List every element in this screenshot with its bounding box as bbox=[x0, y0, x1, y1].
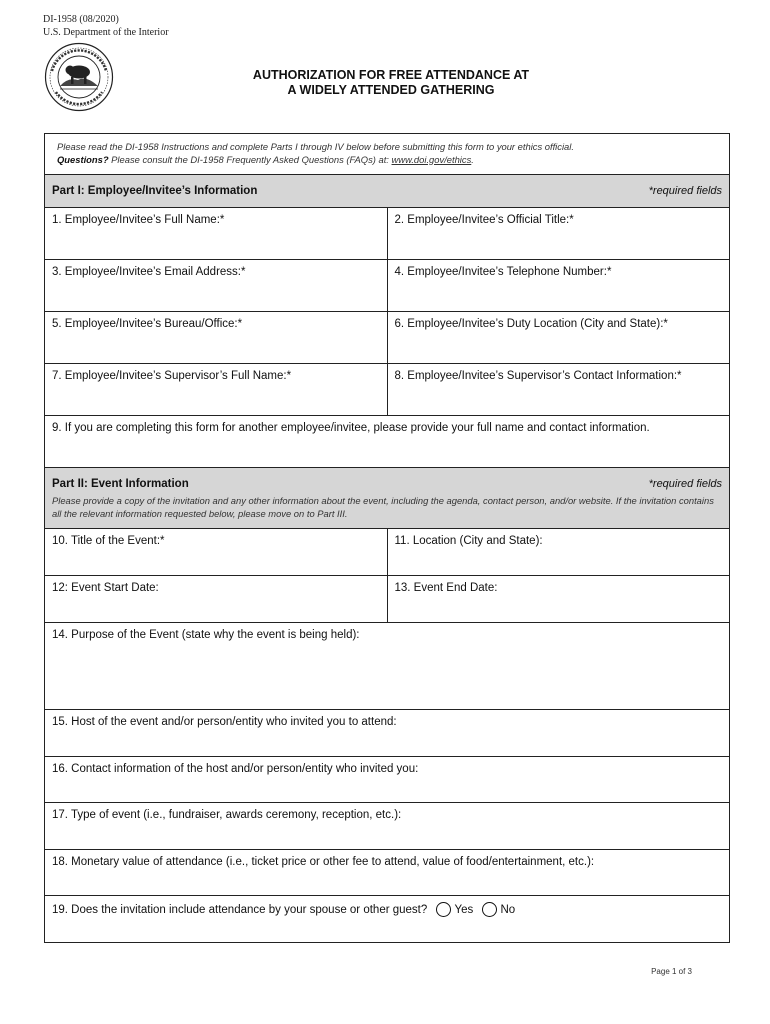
form-title-line2: A WIDELY ATTENDED GATHERING bbox=[287, 83, 495, 97]
part2-title: Part II: Event Information bbox=[52, 477, 189, 490]
field-event-start-date[interactable]: 12: Event Start Date: bbox=[45, 576, 388, 622]
form-row bbox=[45, 208, 729, 260]
field-monetary-value[interactable]: 18. Monetary value of attendance (i.e., ticket price or other fee to attend, value of food/entertainment, etc.): bbox=[52, 856, 595, 868]
field-event-purpose[interactable]: 14. Purpose of the Event (state why the event is being held): bbox=[52, 629, 360, 641]
ethics-link[interactable]: www.doi.gov/ethics bbox=[391, 153, 472, 165]
field-employee-email[interactable]: 3. Employee/Invitee’s Email Address:* bbox=[45, 260, 388, 311]
field-guest-attendance bbox=[45, 896, 729, 942]
part2-header bbox=[45, 468, 729, 529]
doi-seal-logo bbox=[44, 42, 114, 112]
form-header-info bbox=[43, 13, 169, 39]
field-employee-bureau[interactable]: 5. Employee/Invitee’s Bureau/Office:* bbox=[45, 312, 388, 363]
instructions bbox=[45, 134, 586, 174]
form-row bbox=[45, 850, 729, 896]
part2-required-note: *required fields bbox=[648, 477, 722, 490]
form-title-line1: AUTHORIZATION FOR FREE ATTENDANCE AT bbox=[252, 68, 530, 82]
form-row bbox=[45, 416, 729, 468]
part2-note: Please provide a copy of the invitation and any other information about the event, including the agenda, contact person, and/or website. If the invitation contains all the relevant information requested below, please move on to Part III. bbox=[52, 495, 714, 519]
link-suffix: . bbox=[471, 153, 474, 165]
field-preparer-info[interactable]: 9. If you are completing this form for another employee/invitee, please provide your full name and contact information. bbox=[52, 422, 650, 434]
field-event-host[interactable]: 15. Host of the event and/or person/entity who invited you to attend: bbox=[52, 716, 397, 728]
field-event-type[interactable]: 17. Type of event (i.e., fundraiser, awards ceremony, reception, etc.): bbox=[52, 809, 402, 821]
part1-title: Part I: Employee/Invitee’s Information bbox=[52, 184, 258, 197]
yes-radio-button[interactable] bbox=[436, 902, 451, 917]
field-host-contact[interactable]: 16. Contact information of the host and/or person/entity who invited you: bbox=[52, 763, 419, 775]
field-supervisor-name[interactable]: 7. Employee/Invitee’s Supervisor’s Full Name:* bbox=[45, 364, 388, 415]
field-employee-duty-location[interactable]: 6. Employee/Invitee’s Duty Location (City and State):* bbox=[394, 318, 668, 330]
guest-question-label: 19. Does the invitation include attendance by your spouse or other guest? bbox=[52, 904, 428, 916]
field-event-title[interactable]: 10. Title of the Event:* bbox=[45, 529, 388, 575]
form-row bbox=[45, 896, 729, 942]
form-row bbox=[45, 623, 729, 710]
form-row bbox=[45, 312, 729, 364]
field-employee-telephone[interactable]: 4. Employee/Invitee’s Telephone Number:* bbox=[394, 266, 612, 278]
form-row bbox=[45, 710, 729, 757]
field-employee-full-name[interactable]: 1. Employee/Invitee’s Full Name:* bbox=[45, 208, 388, 259]
form-number: DI-1958 (08/2020) bbox=[43, 14, 119, 25]
part1-required-note: *required fields bbox=[648, 184, 722, 197]
page-number: Page 1 of 3 bbox=[651, 967, 692, 976]
faq-text: Please consult the DI-1958 Frequently Asked Questions (FAQs) at: bbox=[108, 153, 392, 165]
form-row bbox=[45, 260, 729, 312]
form-row bbox=[45, 529, 729, 576]
form-row bbox=[45, 576, 729, 623]
form-row bbox=[45, 803, 729, 850]
instructions-line2 bbox=[57, 154, 574, 167]
no-radio-button[interactable] bbox=[482, 902, 497, 917]
no-label: No bbox=[500, 904, 516, 916]
instructions-row bbox=[45, 134, 729, 175]
field-event-end-date[interactable]: 13. Event End Date: bbox=[394, 582, 498, 594]
form-table bbox=[44, 133, 730, 943]
questions-label: Questions? bbox=[57, 153, 109, 165]
field-supervisor-contact[interactable]: 8. Employee/Invitee’s Supervisor’s Contact Information:* bbox=[394, 370, 682, 382]
form-row bbox=[45, 364, 729, 416]
field-event-location[interactable]: 11. Location (City and State): bbox=[394, 535, 543, 547]
yes-label: Yes bbox=[454, 904, 474, 916]
form-row bbox=[45, 757, 729, 803]
department-name: U.S. Department of the Interior bbox=[43, 27, 169, 38]
instructions-line1: Please read the DI-1958 Instructions and complete Parts I through IV below before submitting this form to your ethics official. bbox=[57, 141, 574, 152]
form-title bbox=[200, 68, 582, 98]
field-employee-official-title[interactable]: 2. Employee/Invitee’s Official Title:* bbox=[394, 214, 574, 226]
part1-header bbox=[45, 175, 729, 208]
